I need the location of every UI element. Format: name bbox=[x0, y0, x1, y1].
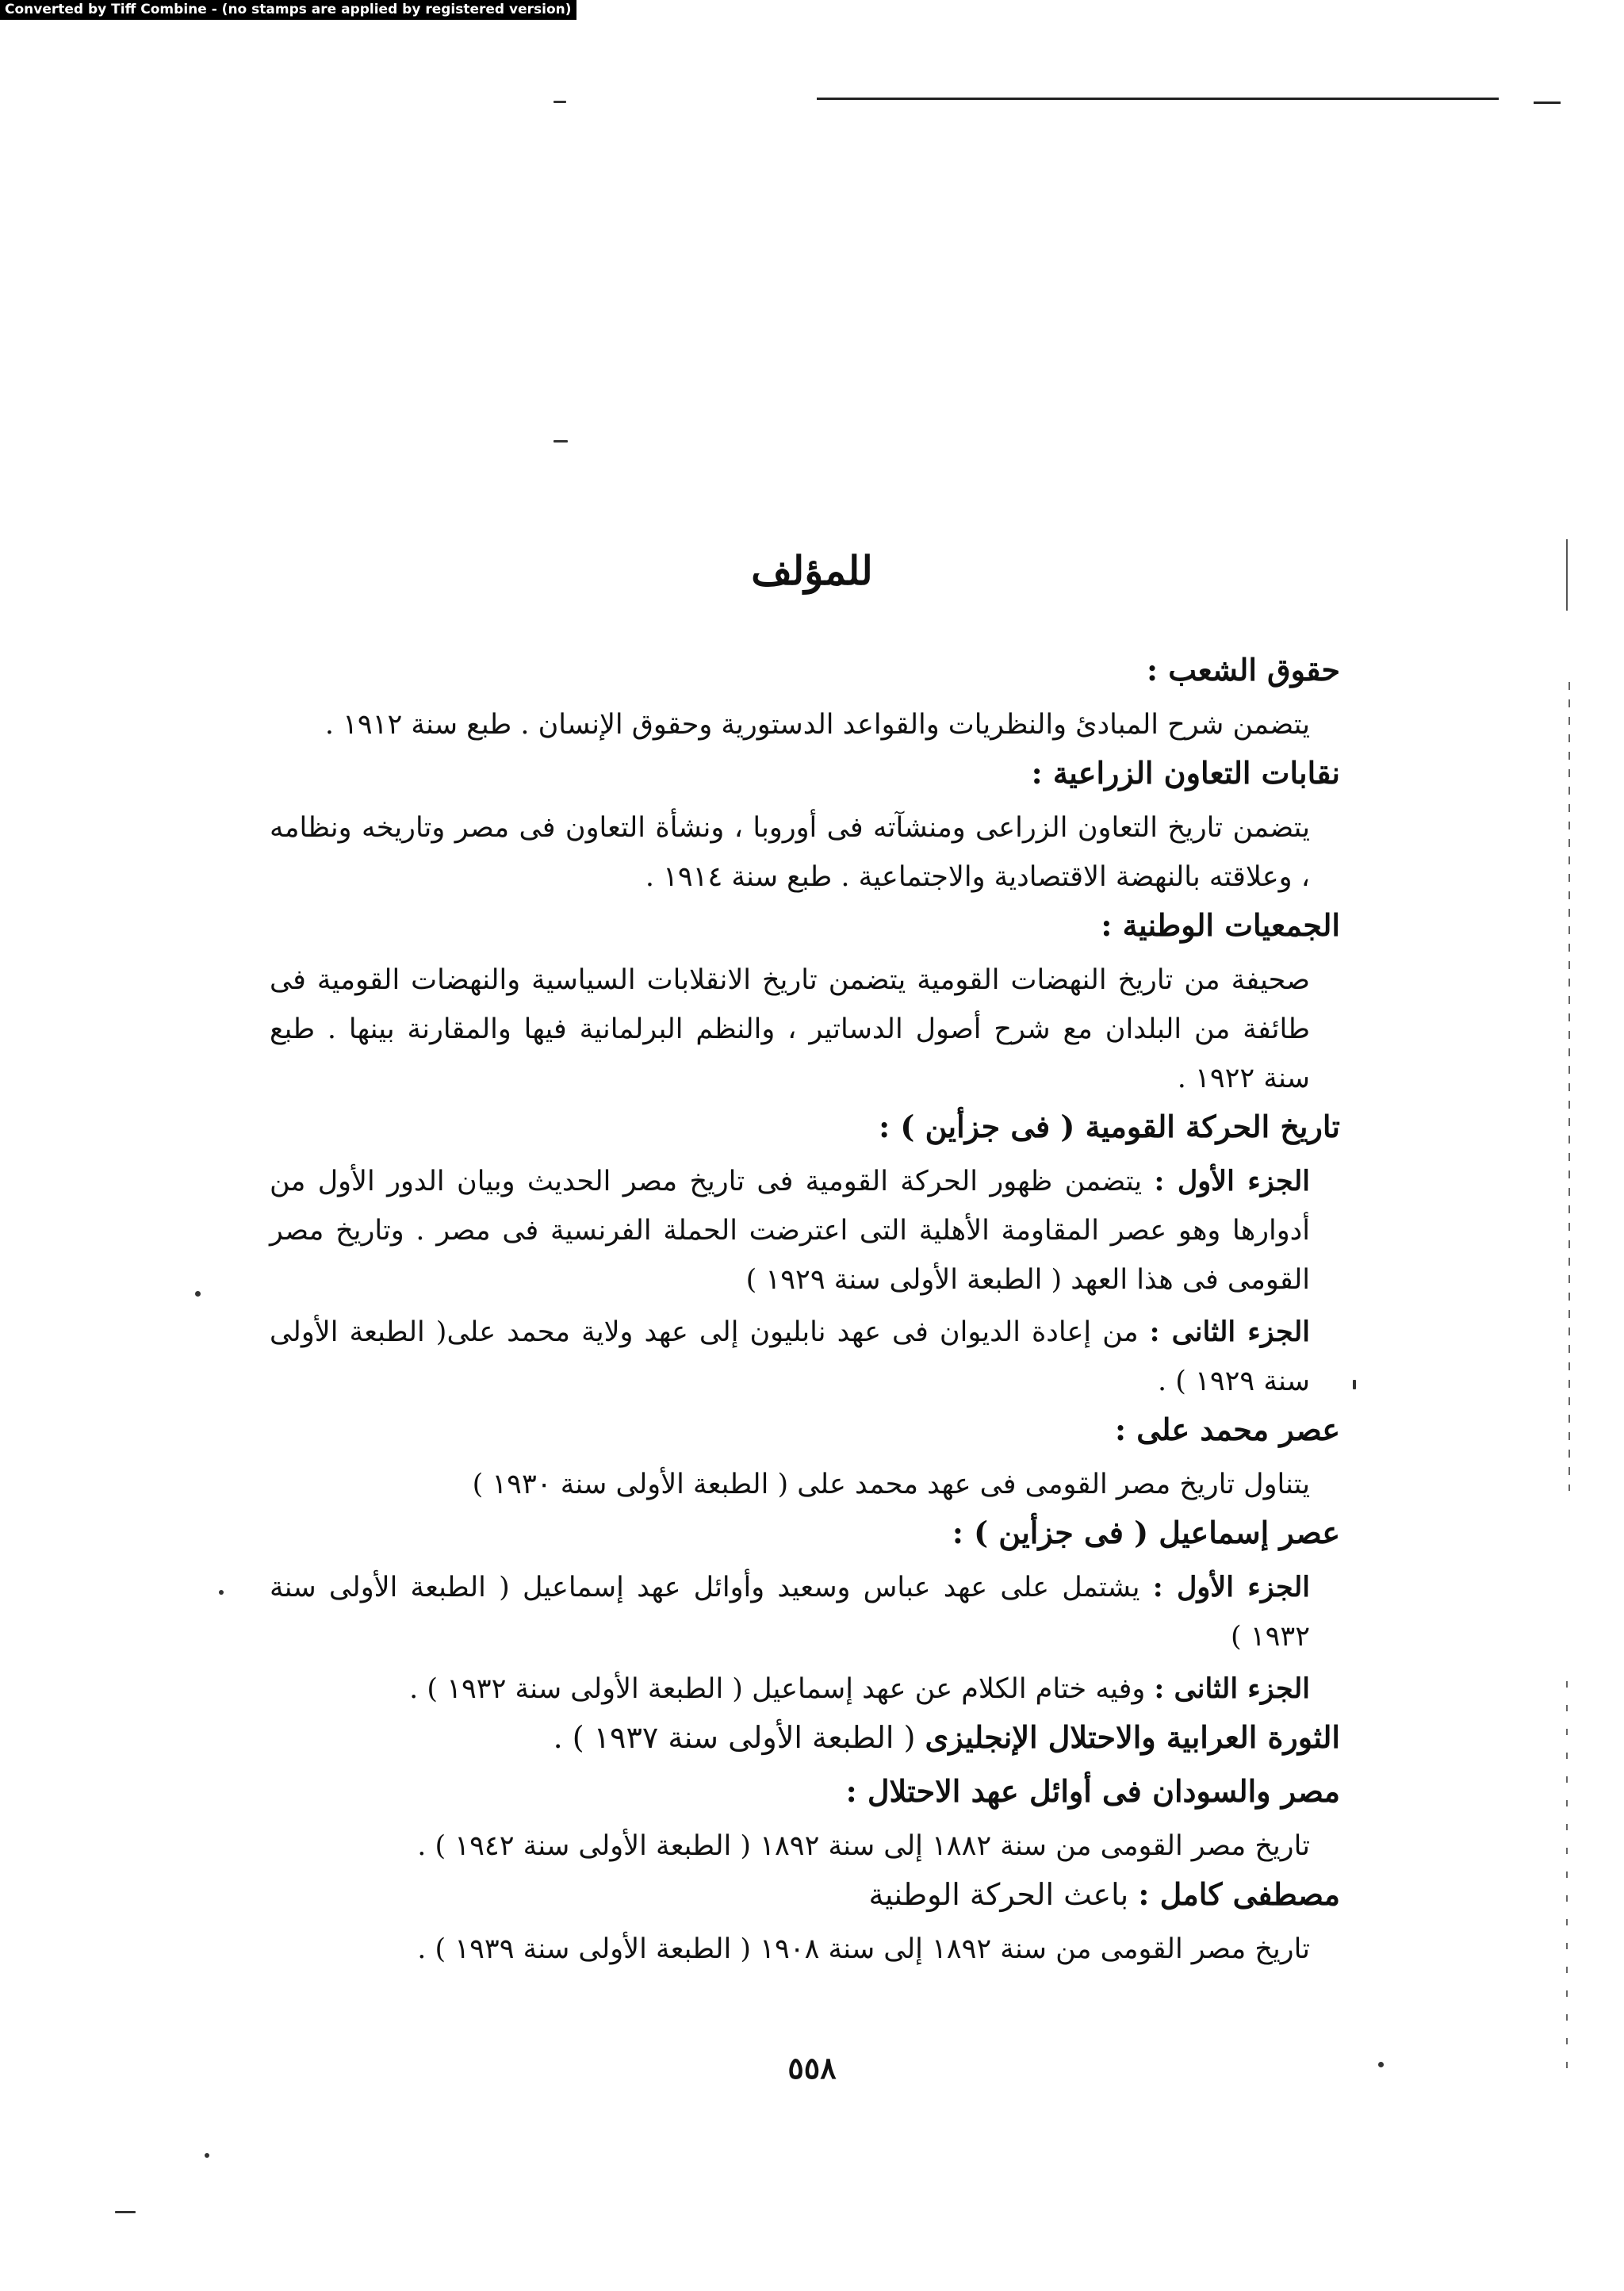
bibliography-list bbox=[270, 646, 1340, 1974]
page-number: ٥٥٨ bbox=[787, 2050, 837, 2086]
entry-mustafa-kamil bbox=[270, 1871, 1340, 1974]
volume-label: الجزء الأول : bbox=[1154, 1165, 1310, 1197]
scan-speck bbox=[195, 1291, 201, 1297]
entry-heading-line bbox=[270, 1714, 1340, 1761]
volume-one bbox=[270, 1563, 1340, 1661]
entry-heading: تاريخ الحركة القومية ( فى جزأين ) : bbox=[879, 1109, 1340, 1144]
volume-label: الجزء الثانى : bbox=[1149, 1316, 1310, 1348]
scan-edge-mark bbox=[1568, 682, 1570, 1491]
entry-heading: نقابات التعاون الزراعية : bbox=[1031, 755, 1340, 791]
volume-description: وفيه ختام الكلام عن عهد إسماعيل ( الطبعة الأولى سنة ١٩٣٢ ) . bbox=[409, 1673, 1146, 1705]
entry-description: تاريخ مصر القومى من سنة ١٨٨٢ إلى سنة ١٨٩٢ ( الطبعة الأولى سنة ١٩٤٢ ) . bbox=[417, 1830, 1310, 1862]
entry-huquq-al-shaab bbox=[270, 646, 1340, 749]
entry-heading: عصر محمد على : bbox=[1114, 1412, 1340, 1447]
volume-description: يتضمن ظهور الحركة القومية فى تاريخ مصر الحديث وبيان الدور الأول من أدوارها وهو عصر المقاومة الأهلية التى اعترضت الحملة الفرنسية فى مصر . وتاريخ مصر القومى فى هذا العهد ( الطبعة الأولى سنة ١٩٢٩ ) bbox=[270, 1166, 1310, 1296]
header-dash bbox=[1534, 102, 1561, 104]
entry-heading: حقوق الشعب : bbox=[1147, 652, 1340, 688]
entry-asr-ismail bbox=[270, 1509, 1340, 1714]
volume-label: الجزء الثانى : bbox=[1154, 1672, 1310, 1705]
entry-heading: مصر والسودان فى أوائل عهد الاحتلال : bbox=[845, 1773, 1340, 1809]
scan-speck bbox=[115, 2211, 136, 2213]
entry-heading: الجمعيات الوطنية : bbox=[1101, 907, 1340, 943]
entry-al-thawra-al-urabiya bbox=[270, 1714, 1340, 1761]
scan-speck bbox=[553, 440, 568, 442]
entry-asr-muhammad-ali bbox=[270, 1406, 1340, 1509]
scan-speck bbox=[219, 1590, 224, 1595]
entry-al-jamiyat-al-wataniya bbox=[270, 902, 1340, 1103]
entry-niqabat-al-taawun bbox=[270, 749, 1340, 902]
entry-description: يتضمن تاريخ التعاون الزراعى ومنشآته فى أوروبا ، ونشأة التعاون فى مصر وتاريخه ونظامه ، وعلاقته بالنهضة الاقتصادية والاجتماعية . طبع سنة ١٩١٤ . bbox=[270, 812, 1310, 893]
scan-edge-mark bbox=[1566, 539, 1568, 611]
scan-speck bbox=[1353, 1380, 1356, 1389]
volume-one bbox=[270, 1157, 1340, 1304]
scan-speck bbox=[553, 101, 566, 103]
entry-edition: ( الطبعة الأولى سنة ١٩٣٧ ) . bbox=[553, 1720, 925, 1755]
volume-description: من إعادة الديوان فى عهد نابليون إلى عهد ولاية محمد على( الطبعة الأولى سنة ١٩٢٩ ) . bbox=[270, 1316, 1310, 1397]
entry-heading: عصر إسماعيل ( فى جزأين ) : bbox=[952, 1515, 1340, 1550]
entry-description: يتضمن شرح المبادئ والنظريات والقواعد الدستورية وحقوق الإنسان . طبع سنة ١٩١٢ . bbox=[324, 709, 1310, 741]
scan-speck bbox=[205, 2153, 209, 2158]
entry-description: يتناول تاريخ مصر القومى فى عهد محمد على ( الطبعة الأولى سنة ١٩٣٠ ) bbox=[472, 1469, 1310, 1500]
header-rule bbox=[817, 98, 1499, 100]
volume-label: الجزء الأول : bbox=[1152, 1571, 1310, 1603]
volume-two bbox=[270, 1308, 1340, 1406]
entry-description: صحيفة من تاريخ النهضات القومية يتضمن تاريخ الانقلابات السياسية والنهضات القومية فى طائفة من البلدان مع شرح أصول الدساتير ، والنظم البرلمانية فيها والمقارنة بينها . طبع سنة ١٩٢٢ . bbox=[270, 964, 1310, 1094]
entry-tarikh-al-haraka-al-qawmiya bbox=[270, 1103, 1340, 1406]
scan-speck bbox=[1378, 2062, 1384, 2067]
volume-description: يشتمل على عهد عباس وسعيد وأوائل عهد إسماعيل ( الطبعة الأولى سنة ١٩٣٢ ) bbox=[270, 1572, 1310, 1653]
entry-heading-line bbox=[270, 1871, 1340, 1918]
scan-edge-mark bbox=[1566, 1681, 1568, 2078]
entry-misr-wal-sudan bbox=[270, 1768, 1340, 1871]
entry-subtitle: باعث الحركة الوطنية bbox=[868, 1877, 1139, 1912]
page-title: للمؤلف bbox=[751, 547, 873, 594]
converter-watermark: Converted by Tiff Combine - (no stamps are applied by registered version) bbox=[0, 0, 576, 20]
entry-description: تاريخ مصر القومى من سنة ١٨٩٢ إلى سنة ١٩٠٨ ( الطبعة الأولى سنة ١٩٣٩ ) . bbox=[417, 1933, 1310, 1965]
entry-heading: مصطفى كامل : bbox=[1138, 1876, 1340, 1912]
volume-two bbox=[270, 1665, 1340, 1714]
entry-heading: الثورة العرابية والاحتلال الإنجليزى bbox=[925, 1719, 1340, 1755]
